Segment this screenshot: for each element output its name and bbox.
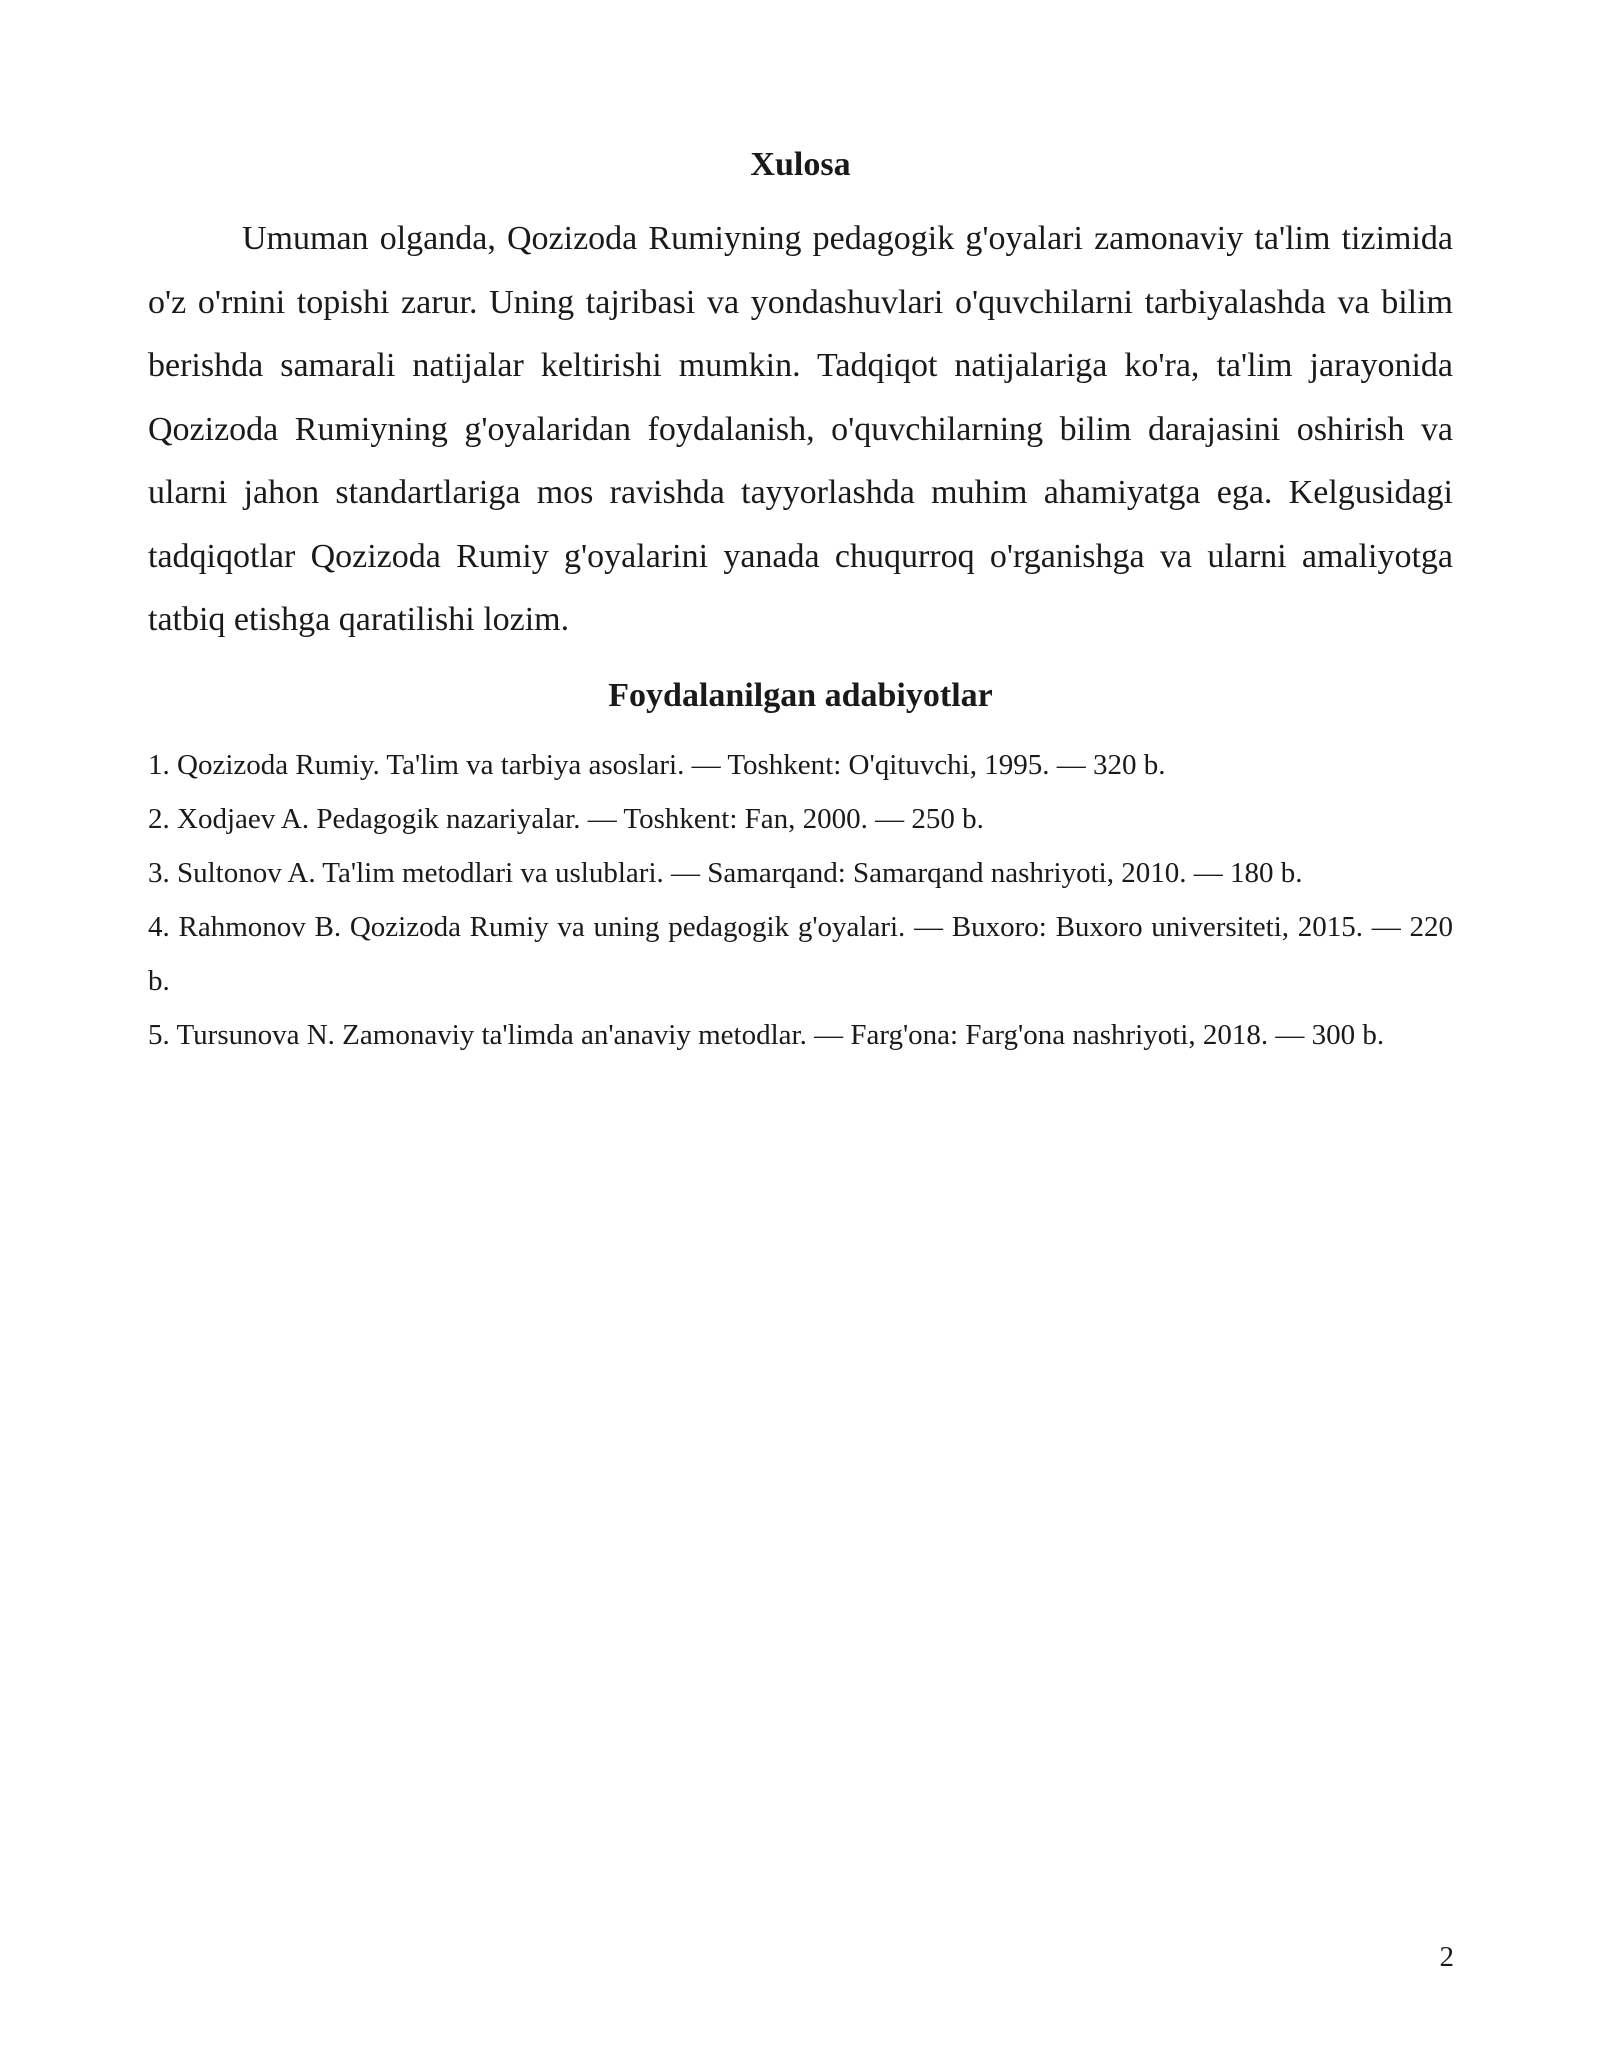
page-number: 2 [1439,1941,1454,1973]
document-page [148,145,1453,1062]
conclusion-heading: Xulosa [750,146,851,183]
conclusion-paragraph: Umuman olganda, Qozizoda Rumiyning pedagogik g'oyalari zamonaviy ta'lim tizimida o'z o'rnini topishi zarur. Uning tajribasi va yondashuvlari o'quvchilarni tarbiyalashda va bilim berishda samarali natijalar keltirishi mumkin. Tadqiqot natijalariga ko'ra, ta'lim jarayonida Qozizoda Rumiyning g'oyalaridan foydalanish, o'quvchilarning bilim darajasini oshirish va ularni jahon standartlariga mos ravishda tayyorlashda muhim ahamiyatga ega. Kelgusidagi tadqiqotlar Qozizoda Rumiy g'oyalarini yanada chuqurroq o'rganishga va ularni amaliyotga tatbiq etishga qaratilishi lozim. [148,220,1453,638]
reference-item-1: 1. Qozizoda Rumiy. Ta'lim va tarbiya asoslari. — Toshkent: O'qituvchi, 1995. — 320 b. [148,748,1166,781]
reference-item-2: 2. Xodjaev A. Pedagogik nazariyalar. — Toshkent: Fan, 2000. — 250 b. [148,802,984,835]
references-heading: Foydalanilgan adabiyotlar [608,676,993,714]
references-list [148,738,1453,1062]
reference-item-5: 5. Tursunova N. Zamonaviy ta'limda an'anaviy metodlar. — Farg'ona: Farg'ona nashriyoti, 2018. — 300 b. [148,1018,1385,1051]
reference-item-3: 3. Sultonov A. Ta'lim metodlari va uslublari. — Samarqand: Samarqand nashriyoti, 2010. — 180 b. [148,856,1303,889]
reference-item-4: 4. Rahmonov B. Qozizoda Rumiy va uning pedagogik g'oyalari. — Buxoro: Buxoro universiteti, 2015. — 220 b. [148,910,1453,997]
